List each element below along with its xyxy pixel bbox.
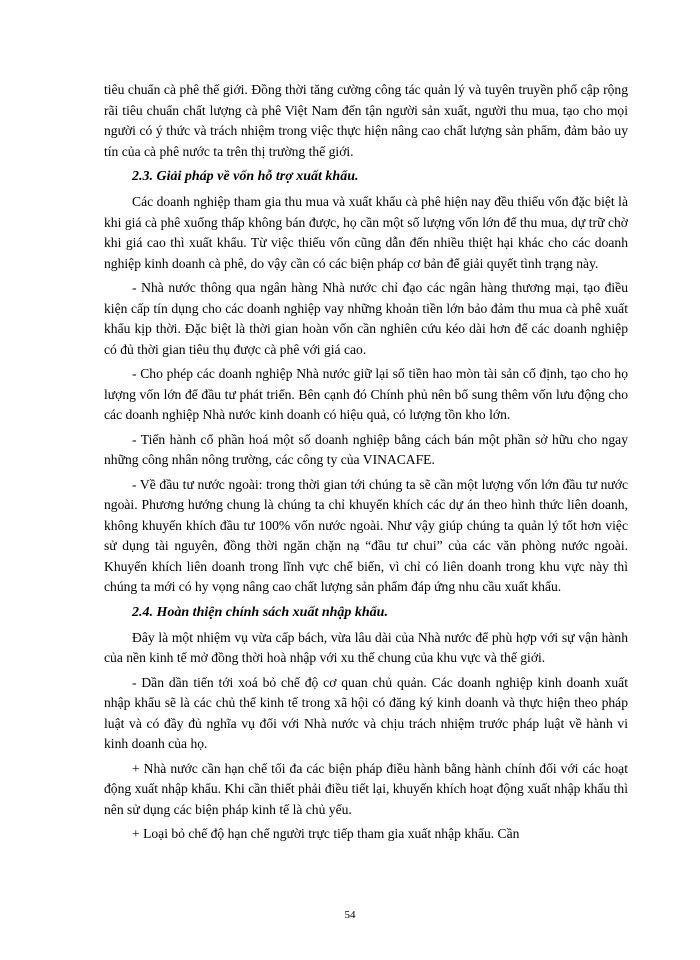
document-body — [104, 80, 628, 849]
body-paragraph: - Dần dần tiến tới xoá bỏ chế độ cơ quan chủ quản. Các doanh nghiệp kinh doanh xuất nhập khẩu sẽ là các chủ thể kinh tế trong xã hội có đăng ký kinh doanh và thực hiện theo pháp luật và có đầy đủ nghĩa vụ đối với Nhà nước và chịu trách nhiệm trước pháp luật về hành vi kinh doanh của họ. — [104, 674, 628, 751]
body-paragraph: - Về đầu tư nước ngoài: trong thời gian tới chúng ta sẽ cần một lượng vốn lớn đầu tư nước ngoài. Phương hướng chung là chúng ta chỉ khuyến khích các dự án theo hình thức liên doanh, không khuyến khích đầu tư 100% vốn nước ngoài. Như vậy giúp chúng ta quản lý tốt hơn việc sử dụng tài nguyên, đồng thời ngăn chặn nạ “đầu tư chui” của các văn phòng nước ngoài. Khuyến khích liên doanh trong lĩnh vực chế biến, vì chỉ có liên doanh trong khu vực này thì chúng ta mới có hy vọng nâng cao chất lượng sản phẩm đáp ứng nhu cầu xuất khẩu. — [104, 476, 628, 594]
body-paragraph: - Cho phép các doanh nghiệp Nhà nước giữ lại số tiền hao mòn tài sản cố định, tạo cho họ lượng vốn lớn để đầu tư phát triển. Bên cạnh đó Chính phủ nên bổ sung thêm vốn lưu động cho các doanh nghiệp Nhà nước kinh doanh có hiệu quả, có lượng tồn kho lớn. — [104, 366, 628, 422]
body-paragraph: + Nhà nước cần hạn chế tối đa các biện pháp điều hành bằng hành chính đối với các hoạt động xuất nhập khẩu. Khi cần thiết phải điều tiết lại, khuyến khích hoạt động xuất nhập khẩu thì nên sử dụng các biện pháp kinh tế là chủ yếu. — [104, 760, 628, 817]
body-paragraph: + Loại bỏ chế độ hạn chế người trực tiếp tham gia xuất nhập khẩu. Cần — [132, 826, 520, 841]
body-paragraph: tiêu chuẩn cà phê thế giới. Đồng thời tăng cường công tác quản lý và tuyên truyền phổ cập rộng rãi tiêu chuẩn chất lượng cà phê Việt Nam đến tận người sản xuất, người thu mua, tạo cho mọi người có ý thức và trách nhiệm trong việc thực hiện nâng cao chất lượng sản phẩm, đảm bảo uy tín của cà phê nước ta trên thị trường thế giới. — [104, 82, 628, 159]
section-heading: 2.4. Hoàn thiện chính sách xuất nhập khẩu. — [132, 604, 388, 620]
body-paragraph: Các doanh nghiệp tham gia thu mua và xuất khẩu cà phê hiện nay đều thiếu vốn đặc biệt là khi giá cà phê xuống thấp không bán được, họ cần một số lượng vốn lớn để thu mua, dự trữ chờ khi giá cao thì xuất khẩu. Từ việc thiếu vốn cũng dẫn đến nhiều thiệt hại khác cho các doanh nghiệp kinh doanh cà phê, do vậy cần có các biện pháp cơ bản để giải quyết tình trạng này. — [104, 194, 628, 271]
body-paragraph: - Tiến hành cổ phần hoá một số doanh nghiệp bằng cách bán một phần sở hữu cho ngay những công nhân nông trường, các công ty của VINACAFE. — [104, 431, 628, 467]
page-number: 54 — [344, 909, 356, 921]
body-paragraph: Đây là một nhiệm vụ vừa cấp bách, vừa lâu dài của Nhà nước để phù hợp với sự vận hành của nền kinh tế mở đồng thời hoà nhập với xu thế chung của khu vực và thế giới. — [104, 629, 628, 665]
section-heading: 2.3. Giải pháp về vốn hỗ trợ xuất khẩu. — [132, 169, 359, 184]
body-paragraph: - Nhà nước thông qua ngân hàng Nhà nước chỉ đạo các ngân hàng thương mại, tạo điều kiện cấp tín dụng cho các doanh nghiệp vay những khoản tiền lớn bảo đảm thu mua cà phê xuất khẩu kịp thời. Đặc biệt là thời gian hoàn vốn cần nghiên cứu kéo dài hơn để các doanh nghiệp có đủ thời gian tiêu thụ được cà phê với giá cao. — [104, 280, 628, 357]
